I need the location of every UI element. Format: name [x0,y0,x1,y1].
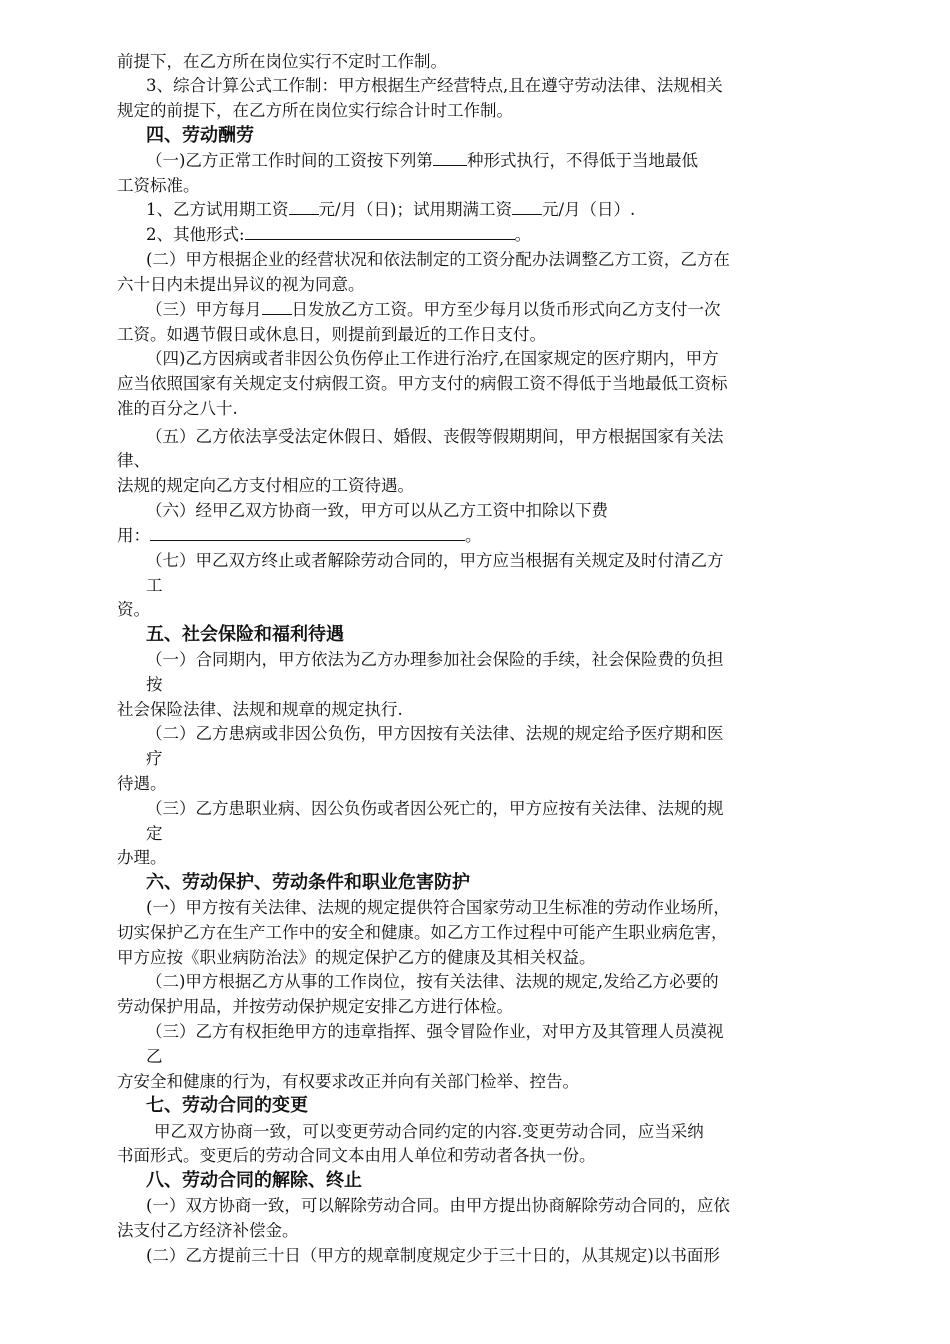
text-line: 工资标准。 [117,176,200,195]
text-line: 书面形式。变更后的劳动合同文本由用人单位和劳动者各执一份。 [117,1146,596,1165]
text-line: (二）乙方提前三十日（甲方的规章制度规定少于三十日的，从其规定)以书面形 [146,1246,720,1265]
text-segment: 种形式执行，不得低于当地最低 [466,151,698,170]
text-segment: 日发放乙方工资。甲方至少每月以货币形式向乙方支付一次 [291,300,721,319]
text-line: 规定的前提下，在乙方所在岗位实行综合计时工作制。 [117,101,513,120]
text-line: 定 [146,824,163,843]
text-line: 资。 [117,600,150,619]
text-line: 前提下，在乙方所在岗位实行不定时工作制。 [117,52,447,71]
section-heading-4: 四、劳动酬劳 [146,125,254,146]
text-line: 待遇。 [117,774,167,793]
text-line: 按 [146,675,163,694]
text-line [146,198,635,223]
text-line: 六十日内未提出异议的视为同意。 [117,275,365,294]
fill-blank [289,199,319,215]
text-line: （四)乙方因病或者非因公负伤停止工作进行治疗,在国家规定的医疗期内，甲方 [146,349,719,368]
text-line: （二)甲方根据乙方从事的工作岗位，按有关法律、法规的规定,发给乙方必要的 [146,972,719,991]
text-line [146,298,721,323]
text-line: 应当依照国家有关规定支付病假工资。甲方支付的病假工资不得低于当地最低工资标 [117,374,728,393]
text-segment: 2、其他形式: [146,225,245,244]
text-line: （三）乙方有权拒绝甲方的违章指挥、强令冒险作业，对甲方及其管理人员漠视 [146,1022,724,1041]
text-segment: 用： [117,526,150,545]
text-line: 方安全和健康的行为，有权要求改正并向有关部门检举、控告。 [117,1072,579,1091]
text-segment: 元/月（日）. [542,200,636,219]
text-line: 工 [146,576,163,595]
text-line: （三）乙方患职业病、因公负伤或者因公死亡的，甲方应按有关法律、法规的规 [146,799,724,818]
text-line: 劳动保护用品，并按劳动保护规定安排乙方进行体检。 [117,997,513,1016]
text-line: (二）甲方根据企业的经营状况和依法制定的工资分配办法调整乙方工资，乙方在 [146,250,730,269]
text-line: 社会保险法律、法规和规章的规定执行. [117,700,403,719]
text-segment: 。 [514,225,532,244]
fill-blank [433,150,467,166]
text-line [146,223,531,248]
text-line [117,524,482,549]
fill-blank [150,525,465,541]
section-heading-8: 八、劳动合同的解除、终止 [146,1170,362,1191]
text-segment: （一)乙方正常工作时间的工资按下列第 [146,151,433,170]
text-line: 切实保护乙方在生产工作中的安全和健康。如乙方工作过程中可能产生职业病危害， [117,923,728,942]
text-line: 准的百分之八十. [117,399,238,418]
text-line: (一）双方协商一致，可以解除劳动合同。由甲方提出协商解除劳动合同的，应依 [146,1196,730,1215]
text-line: 律、 [117,451,150,470]
text-line: （六）经甲乙双方协商一致，甲方可以从乙方工资中扣除以下费 [146,501,608,520]
text-line: 法规的规定向乙方支付相应的工资待遇。 [117,476,414,495]
text-segment: 元/月（日)；试用期满工资 [318,200,512,219]
text-line: 疗 [146,749,163,768]
text-line: 办理。 [117,848,167,867]
text-line: （一）合同期内，甲方依法为乙方办理参加社会保险的手续，社会保险费的负担 [146,650,724,669]
section-heading-5: 五、社会保险和福利待遇 [146,624,344,645]
text-segment: 。 [465,526,482,545]
section-heading-7: 七、劳动合同的变更 [146,1095,308,1116]
section-heading-6: 六、劳动保护、劳动条件和职业危害防护 [146,872,470,893]
text-line: 工资。如遇节假日或休息日，则提前到最近的工作日支付。 [117,325,546,344]
text-line: 甲乙双方协商一致，可以变更劳动合同约定的内容.变更劳动合同，应当采纳 [154,1122,704,1141]
text-line: （二）乙方患病或非因公负伤，甲方因按有关法律、法规的规定给予医疗期和医 [146,724,724,743]
text-segment: 1、乙方试用期工资 [146,200,289,219]
text-line: 乙 [146,1047,163,1066]
text-line: 3、综合计算公式工作制：甲方根据生产经营特点,且在遵守劳动法律、法规相关 [146,76,723,95]
fill-blank [512,199,542,215]
fill-blank [245,224,515,240]
text-line: 甲方应按《职业病防治法》的规定保护乙方的健康及其相关权益。 [117,948,596,967]
text-line [146,149,698,174]
text-line: （五）乙方依法享受法定休假日、婚假、丧假等假期期间，甲方根据国家有关法 [146,427,724,446]
text-line: (一）甲方按有关法律、法规的规定提供符合国家劳动卫生标准的劳动作业场所， [146,898,730,917]
text-segment: （三）甲方每月 [146,300,262,319]
text-line: （七）甲乙双方终止或者解除劳动合同的，甲方应当根据有关规定及时付清乙方 [146,551,724,570]
fill-blank [262,299,292,315]
text-line: 法支付乙方经济补偿金。 [117,1221,299,1240]
